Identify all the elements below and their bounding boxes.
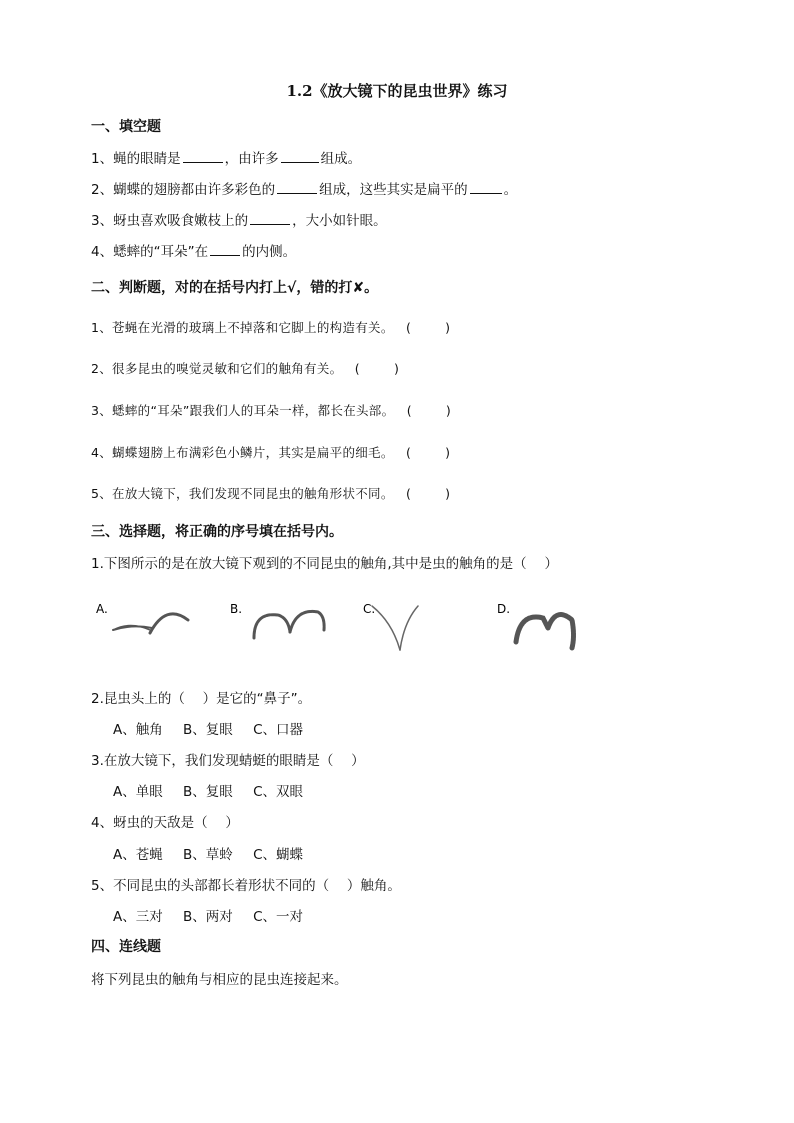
q3-text-b: ，大小如针眼。 <box>292 213 387 229</box>
option-c[interactable]: C、蝴蝶 <box>253 847 304 863</box>
q1-text-c: 组成。 <box>320 151 362 167</box>
q4-text-a: 4、蟋蟀的“耳朵”在 <box>91 244 209 260</box>
section-3-heading: 三、选择题，将正确的序号填在括号内。 <box>91 524 343 540</box>
option-b[interactable]: B、复眼 <box>183 784 233 800</box>
antenna-label-a: A. <box>96 602 108 616</box>
q1-text-b: ，由许多 <box>224 151 279 167</box>
section-4-heading: 四、连线题 <box>91 939 161 955</box>
section-1-heading: 一、填空题 <box>91 119 161 135</box>
option-a[interactable]: A、触角 <box>113 722 163 738</box>
choice-options-5 <box>113 905 319 925</box>
option-c[interactable]: C、一对 <box>253 909 304 925</box>
choice-question-2: 2.昆虫头上的（ ）是它的“鼻子”。 <box>91 691 312 707</box>
judge-item-text: 5、在放大镜下，我们发现不同昆虫的触角形状不同。 <box>91 486 394 501</box>
option-b[interactable]: B、草蛉 <box>183 847 233 863</box>
antenna-c-image <box>372 606 418 650</box>
antenna-b-image <box>254 611 324 638</box>
judge-item-text: 2、很多昆虫的嗅觉灵敏和它们的触角有关。 <box>91 361 343 376</box>
antenna-label-c: C. <box>363 602 376 616</box>
option-a[interactable]: A、三对 <box>113 909 163 925</box>
option-b[interactable]: B、复眼 <box>183 722 233 738</box>
answer-paren[interactable]: ( ) <box>405 486 451 501</box>
q2-text-c: 。 <box>503 182 518 198</box>
choice-question-4: 4、蚜虫的天敌是（ ） <box>91 815 239 831</box>
option-a[interactable]: A、苍蝇 <box>113 847 163 863</box>
choice-question-1: 1.下图所示的是在放大镜下观到的不同昆虫的触角,其中是虫的触角的是（ ） <box>91 556 558 572</box>
judge-item-text: 1、苍蝇在光滑的玻璃上不掉落和它脚上的构造有关。 <box>91 320 394 335</box>
section-4-instruction: 将下列昆虫的触角与相应的昆虫连接起来。 <box>91 972 348 988</box>
choice-options-4 <box>113 843 319 863</box>
antenna-label-b: B. <box>230 602 243 616</box>
choice-options-3 <box>113 780 319 800</box>
answer-paren[interactable]: ( ) <box>406 403 452 418</box>
answer-paren[interactable]: ( ) <box>405 320 451 335</box>
antenna-label-d: D. <box>497 602 511 616</box>
choice-question-3: 3.在放大镜下，我们发现蜻蜓的眼睛是（ ） <box>91 753 365 769</box>
answer-paren[interactable]: ( ) <box>354 361 400 376</box>
q2-text-b: 组成，这些其实是扁平的 <box>319 182 468 198</box>
option-c[interactable]: C、口器 <box>253 722 304 738</box>
answer-paren[interactable]: ( ) <box>405 445 451 460</box>
q2-text-a: 2、蝴蝶的翅膀都由许多彩色的 <box>91 182 276 198</box>
antenna-d-image <box>516 615 574 648</box>
choice-options-2 <box>113 718 319 738</box>
option-c[interactable]: C、双眼 <box>253 784 304 800</box>
option-a[interactable]: A、单眼 <box>113 784 163 800</box>
judge-item-text: 4、蝴蝶翅膀上布满彩色小鳞片，其实是扁平的细毛。 <box>91 445 394 460</box>
q4-text-b: 的内侧。 <box>242 244 297 260</box>
antenna-a-image <box>113 614 188 633</box>
judge-item-text: 3、蟋蟀的“耳朵”跟我们人的耳朵一样，都长在头部。 <box>91 403 395 418</box>
section-2-heading: 二、判断题，对的在括号内打上√，错的打✘。 <box>91 280 379 296</box>
page-title: 1.2《放大镜下的昆虫世界》练习 <box>286 82 508 100</box>
q1-text-a: 1、蝇的眼睛是 <box>91 151 181 167</box>
q3-text-a: 3、蚜虫喜欢吸食嫩枝上的 <box>91 213 249 229</box>
choice-question-5: 5、不同昆虫的头部都长着形状不同的（ ）触角。 <box>91 878 401 894</box>
option-b[interactable]: B、两对 <box>183 909 233 925</box>
